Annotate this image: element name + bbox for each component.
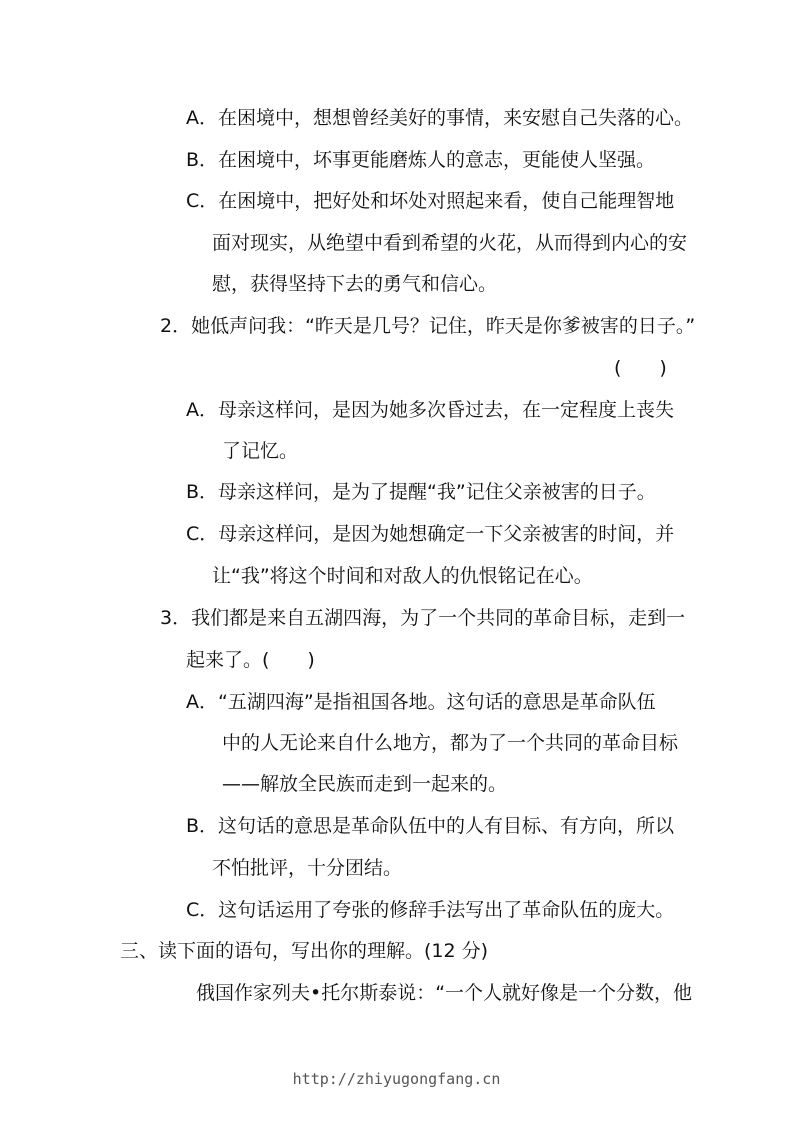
q1-option-c-line3: 慰，获得坚持下去的勇气和信心。 (212, 273, 498, 295)
q2-option-a-line1: A．母亲这样问，是因为她多次昏过去，在一定程度上丧失 (186, 399, 674, 421)
q1-option-a: A．在困境中，想想曾经美好的事情，来安慰自己失落的心。 (186, 107, 693, 129)
q1-option-b: B．在困境中，坏事更能磨炼人的意志，更能使人坚强。 (186, 149, 656, 171)
q2-option-b: B．母亲这样问，是为了提醒“我”记住父亲被害的日子。 (186, 481, 656, 503)
q1-option-c-line2: 面对现实，从绝望中看到希望的火花，从而得到内心的安 (212, 232, 688, 254)
q2-stem: 2．她低声问我：“昨天是几号？记住，昨天是你爹被害的日子。” (160, 315, 696, 337)
q2-option-a-line2: 了记忆。 (222, 440, 299, 462)
footer-url: http://zhiyugongfang.cn (292, 1070, 501, 1088)
section-heading: 三、读下面的语句，写出你的理解。(12 分) (120, 940, 489, 962)
q3-option-b-line1: B．这句话的意思是革命队伍中的人有目标、有方向，所以 (186, 815, 675, 837)
q3-option-a-line3: ——解放全民族而走到一起来的。 (222, 773, 508, 795)
section-paragraph-line1: 俄国作家列夫•托尔斯泰说：“一个人就好像是一个分数，他 (196, 982, 693, 1004)
q2-option-c-line2: 让“我”将这个时间和对敌人的仇恨铭记在心。 (212, 565, 593, 587)
q3-option-b-line2: 不怕批评，十分团结。 (212, 857, 403, 879)
q1-option-c-line1: C．在困境中，把好处和坏处对照起来看，使自己能理智地 (186, 190, 675, 212)
q3-stem-line2: 起来了。( ) (186, 649, 315, 671)
q3-option-a-line1: A．“五湖四海”是指祖国各地。这句话的意思是革命队伍 (186, 691, 656, 713)
q2-answer-blank: ( ) (614, 357, 667, 379)
q3-stem-line1: 3．我们都是来自五湖四海，为了一个共同的革命目标，走到一 (160, 607, 686, 629)
q3-option-a-line2: 中的人无论来自什么地方，都为了一个共同的革命目标 (222, 732, 679, 754)
q3-option-c: C．这句话运用了夸张的修辞手法写出了革命队伍的庞大。 (186, 899, 675, 921)
q2-option-c-line1: C．母亲这样问，是因为她想确定一下父亲被害的时间，并 (186, 523, 675, 545)
